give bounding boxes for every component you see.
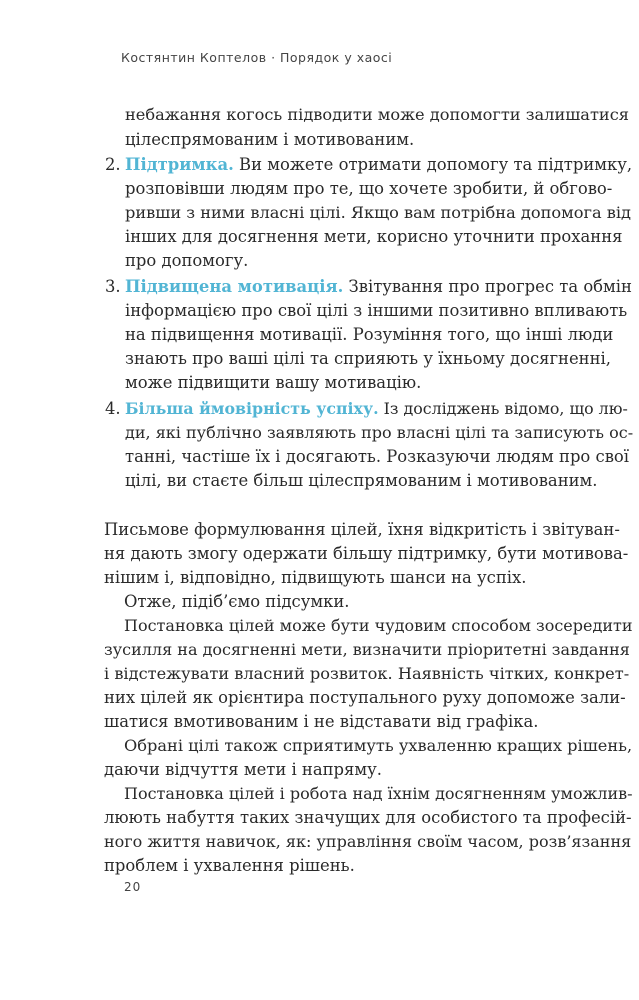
text-line: інформацією про свої цілі з іншими позитивно впливають [125, 301, 628, 320]
text-line: Постановка цілей і робота над їхнім досягненням уможлив- [124, 784, 633, 803]
text-line [125, 157, 632, 173]
page-number: 20 [124, 880, 142, 894]
text-line: них цілей як орієнтира поступального руху допоможе зали- [104, 688, 626, 707]
line-text: Звітування про прогрес та обмін [343, 277, 632, 296]
text-line: про допомогу. [125, 251, 249, 270]
text-line: ривши з ними власні цілі. Якщо вам потрібна допомога від [125, 203, 632, 222]
highlight-term: Більша ймовірність успіху. [125, 399, 379, 418]
text-line: Обрані цілі також сприятимуть ухваленню кращих рішень, [124, 736, 633, 755]
text-line: зусилля на досягненні мети, визначити пріоритетні завдання [104, 640, 630, 659]
text-line: шатися вмотивованим і не відставати від графіка. [104, 712, 539, 731]
text-line: даючи відчуття мети і напряму. [104, 760, 382, 779]
text-line: і відстежувати власний розвиток. Наявність чітких, конкрет- [104, 664, 630, 683]
highlight-term: Підтримка. [125, 155, 234, 174]
running-header: Костянтин Коптелов · Порядок у хаосі [121, 50, 393, 65]
line-text: Із досліджень відомо, що лю- [378, 399, 628, 418]
text-line: може підвищити вашу мотивацію. [125, 373, 422, 392]
text-line: проблем і ухвалення рішень. [104, 856, 355, 875]
text-line: люють набуття таких значущих для особистого та професій- [104, 808, 632, 827]
text-line: Письмове формулювання цілей, їхня відкритість і звітуван- [104, 520, 620, 539]
text-line: знають про ваші цілі та сприяють у їхньому досягненні, [125, 349, 611, 368]
text-line: ного життя навичок, як: управління своїм часом, розв’язання [104, 832, 632, 851]
text-line [125, 279, 632, 295]
text-line: на підвищення мотивації. Розуміння того, що інші люди [125, 325, 614, 344]
text-line: танні, частіше їх і досягають. Розказуючи людям про свої [125, 447, 630, 466]
text-line: Постановка цілей може бути чудовим способом зосередити [124, 616, 633, 635]
text-line: Отже, підіб’ємо підсумки. [124, 592, 350, 611]
text-line: цілі, ви стаєте більш цілеспрямованим і мотивованим. [125, 471, 598, 490]
line-text: Ви можете отримати допомогу та підтримку, [233, 155, 633, 174]
text-line: небажання когось підводити може допомогти залишатися [125, 105, 629, 124]
highlight-term: Підвищена мотивація. [125, 277, 344, 296]
text-line: ня дають змогу одержати більшу підтримку, бути мотивова- [104, 544, 629, 563]
list-number: 3. [105, 277, 121, 296]
text-line: нішим і, відповідно, підвищують шанси на успіх. [104, 568, 527, 587]
text-line: розповівши людям про те, що хочете зробити, й обгово- [125, 179, 613, 198]
text-line: цілеспрямованим і мотивованим. [125, 130, 415, 149]
text-line: ди, які публічно заявляють про власні цілі та записують ос- [125, 423, 634, 442]
list-number: 4. [105, 399, 121, 418]
list-number: 2. [105, 155, 121, 174]
text-line: інших для досягнення мети, корисно уточнити прохання [125, 227, 623, 246]
text-line [125, 401, 628, 417]
